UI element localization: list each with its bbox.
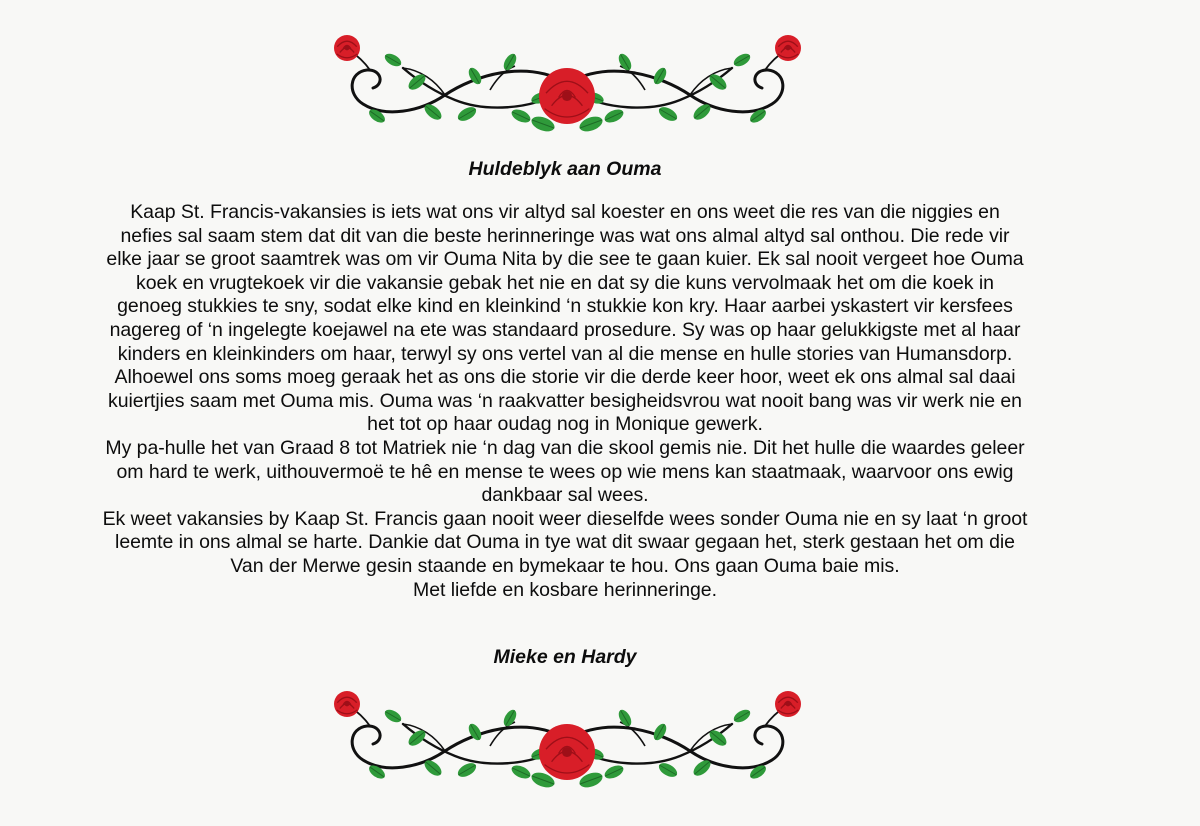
- body-line: Ek weet vakansies by Kaap St. Francis gaan nooit weer dieselfde wees sonder Ouma nie en sy laat ‘n groot: [102, 507, 1028, 530]
- body-line: My pa-hulle het van Graad 8 tot Matriek nie ‘n dag van die skool gemis nie. Dit het hulle die waardes geleer: [105, 436, 1025, 459]
- rose-vine-ornament-top: [325, 20, 810, 138]
- rose-vine-ornament-bottom: [325, 676, 810, 794]
- tribute-body: [30, 201, 1100, 602]
- body-line: koek en vrugtekoek vir die vakansie gebak het nie en dat sy die kuns vervolmaak het om die koek in: [136, 271, 994, 294]
- body-line: leemte in ons almal se harte. Dankie dat Ouma in tye wat dit swaar gegaan het, sterk gestaan het om die: [115, 531, 1015, 554]
- body-line: kuiertjies saam met Ouma mis. Ouma was ‘n raakvatter besigheidsvrou wat nooit bang was vir werk nie en: [108, 389, 1022, 412]
- body-line: Alhoewel ons soms moeg geraak het as ons die storie vir die derde keer hoor, weet ek ons almal sal daai: [114, 366, 1016, 389]
- signature: Mieke en Hardy: [493, 646, 637, 668]
- body-line: nefies sal saam stem dat dit van die beste herinneringe was wat ons almal altyd sal onthou. Die rede vir: [120, 224, 1010, 247]
- rose-vine-icon: [334, 691, 801, 790]
- body-line: elke jaar se groot saamtrek was om vir Ouma Nita by die see te gaan kuier. Ek sal nooit vergeet hoe Ouma: [106, 248, 1024, 271]
- body-line: genoeg stukkies te sny, sodat elke kind en kleinkind ‘n stukkie kon kry. Haar aarbei yskastert vir kersfees: [117, 295, 1013, 318]
- tribute-title: Huldeblyk aan Ouma: [468, 158, 662, 180]
- body-line: Kaap St. Francis-vakansies is iets wat ons vir altyd sal koester en ons weet die res van die niggies en: [130, 201, 1000, 223]
- body-line: Van der Merwe gesin staande en bymekaar te hou. Ons gaan Ouma baie mis.: [230, 554, 900, 577]
- body-line: kinders en kleinkinders om haar, terwyl sy ons vertel van al die mense en hulle stories van Humansdorp.: [117, 342, 1013, 365]
- rose-vine-icon: [334, 35, 801, 134]
- body-line: om hard te werk, uithouvermoë te hê en mense te wees op wie mens kan staatmaak, waarvoor ons ewig: [116, 460, 1014, 483]
- body-line: het tot op haar oudag nog in Monique gewerk.: [367, 413, 763, 436]
- body-line: dankbaar sal wees.: [481, 484, 649, 507]
- body-line: Met liefde en kosbare herinneringe.: [413, 578, 717, 601]
- body-line: nagereg of ‘n ingelegte koejawel na ete was standaard prosedure. Sy was op haar gelukkigste met al haar: [109, 318, 1021, 341]
